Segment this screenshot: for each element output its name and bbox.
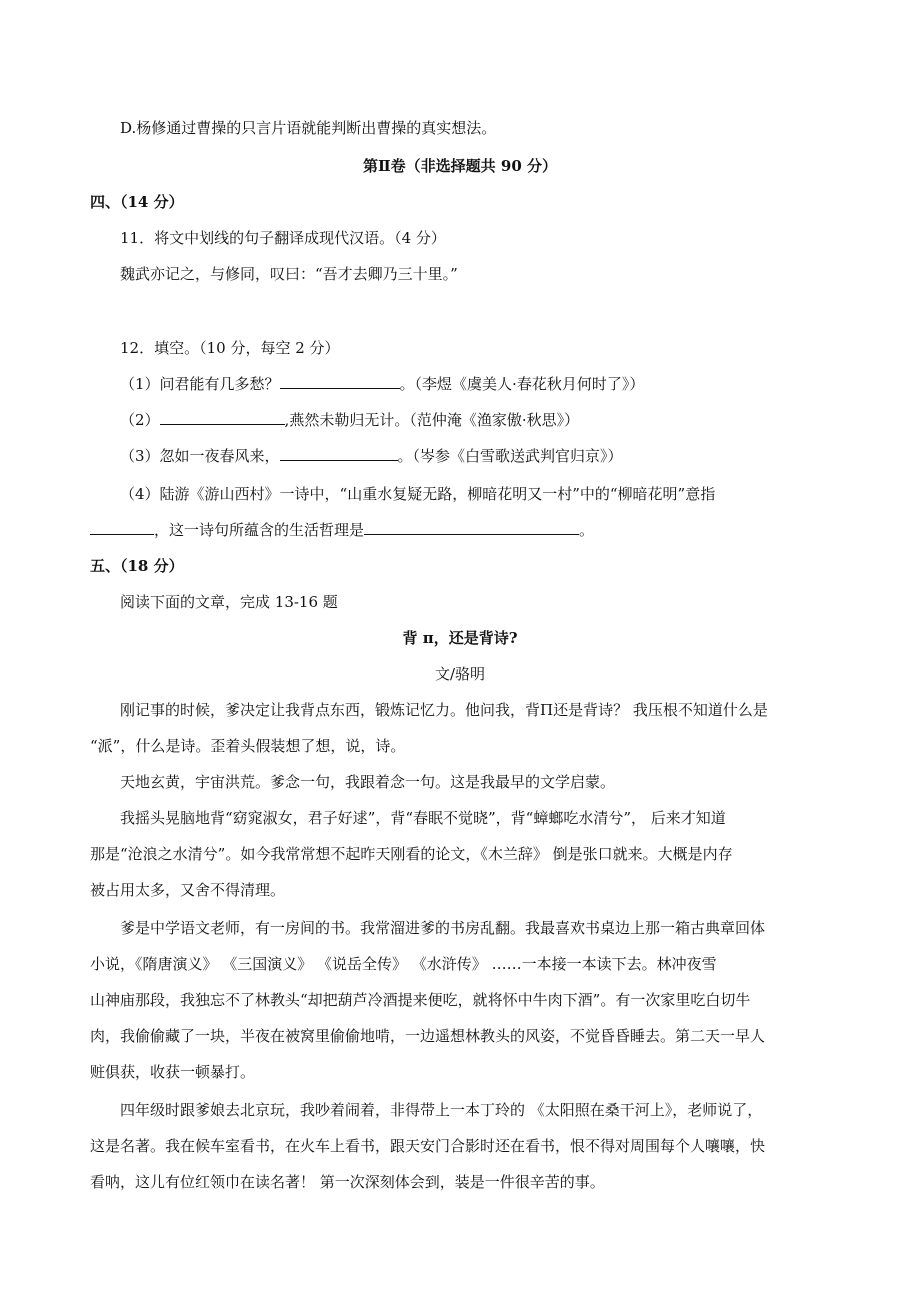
q12-2-prefix: （2） (120, 411, 160, 429)
paragraph-5-line: 四年级时跟爹娘去北京玩，我吵着闹着，非得带上一本丁玲的 《太阳照在桑干河上》，老师说了， (120, 1101, 763, 1119)
q12-1-prefix: （1）问君能有几多愁？ (120, 375, 280, 393)
q11-sentence: 魏武亦记之，与修同，叹曰：“吾才去卿乃三十里。” (120, 265, 458, 283)
q12-item-4: （4）陆游《游山西村》一诗中，“山重水复疑无路，柳暗花明又一村”中的“柳暗花明”意指 (120, 485, 716, 503)
answer-blank[interactable] (160, 410, 285, 425)
article-author: 文/骆明 (434, 665, 486, 683)
paragraph-4-line: 爹是中学语文老师，有一房间的书。我常溜进爹的书房乱翻。我最喜欢书桌边上那一箱古典章回体 (120, 919, 766, 937)
q12-4-middle: ，这一诗句所蕴含的生活哲理是 (154, 521, 365, 539)
q12-4-end: 。 (579, 521, 595, 539)
answer-blank[interactable] (90, 520, 154, 535)
paragraph-4-line: 肉，我偷偷藏了一块，半夜在被窝里偷偷地啃，一边遥想林教头的风姿，不觉昏昏睡去。第二天一早人 (90, 1027, 766, 1045)
paragraph-2-line: 天地玄黄，宇宙洪荒。爹念一句，我跟着念一句。这是我最早的文学启蒙。 (120, 773, 616, 791)
read-instruction: 阅读下面的文章，完成 13-16 题 (120, 593, 338, 611)
section5-heading: 五、（18 分） (90, 557, 184, 575)
q12-item-1 (120, 374, 644, 394)
paragraph-5-line: 看呐，这儿有位红领巾在读名著！ 第一次深刻体会到，装是一件很辛苦的事。 (90, 1173, 605, 1191)
paragraph-3-line: 被占用太多，又舍不得清理。 (90, 881, 286, 899)
paragraph-5-line: 这是名著。我在候车室看书，在火车上看书，跟天安门合影时还在看书，恨不得对周围每个人嚷嚷，快 (90, 1137, 766, 1155)
q12-item-4-cont (90, 520, 594, 540)
q12-2-suffix: ,燕然未勒归无计。（范仲淹《渔家傲·秋思》） (284, 411, 580, 429)
option-d: D.杨修通过曹操的只言片语就能判断出曹操的真实想法。 (120, 119, 497, 137)
answer-blank[interactable] (364, 520, 579, 535)
article-title: 背 π，还是背诗? (402, 629, 518, 647)
q12-item-2 (120, 410, 579, 430)
question-11: 11．将文中划线的句子翻译成现代汉语。（4 分） (120, 229, 446, 247)
q12-item-3 (120, 446, 623, 466)
paragraph-1-line: “派”，什么是诗。歪着头假装想了想，说，诗。 (90, 737, 406, 755)
paragraph-3-line: 那是“沧浪之水清兮”。如今我常常想不起昨天刚看的论文，《木兰辞》 倒是张口就来。大概是内存 (90, 845, 733, 863)
paragraph-4-line: 赃俱获，收获一顿暴打。 (90, 1063, 256, 1081)
question-12: 12．填空。（10 分，每空 2 分） (120, 339, 340, 357)
answer-blank[interactable] (280, 374, 400, 389)
q12-3-suffix: 。（岑参《白雪歌送武判官归京》） (397, 447, 623, 465)
part2-heading: 第Ⅱ卷（非选择题共 90 分） (363, 157, 557, 175)
paragraph-1-line: 刚记事的时候，爹决定让我背点东西，锻炼记忆力。他问我，背Π还是背诗？ 我压根不知道什么是 (120, 701, 768, 719)
paragraph-4-line: 小说，《隋唐演义》 《三国演义》 《说岳全传》 《水浒传》 ……一本接一本读下去。林冲夜雪 (90, 955, 717, 973)
paragraph-3-line: 我摇头晃脑地背“窈窕淑女，君子好逑”，背“春眠不觉晓”，背“蟑螂吃水清兮”， 后来才知道 (120, 809, 726, 827)
paragraph-4-line: 山神庙那段，我独忘不了林教头“却把葫芦冷酒提来便吃，就将怀中牛肉下酒”。有一次家里吃白切牛 (90, 991, 751, 1009)
q12-1-suffix: 。（李煜《虞美人·春花秋月何时了》） (399, 375, 645, 393)
answer-blank[interactable] (280, 446, 398, 461)
q12-3-prefix: （3）忽如一夜春风来， (120, 447, 280, 465)
section4-heading: 四、（14 分） (90, 193, 184, 211)
